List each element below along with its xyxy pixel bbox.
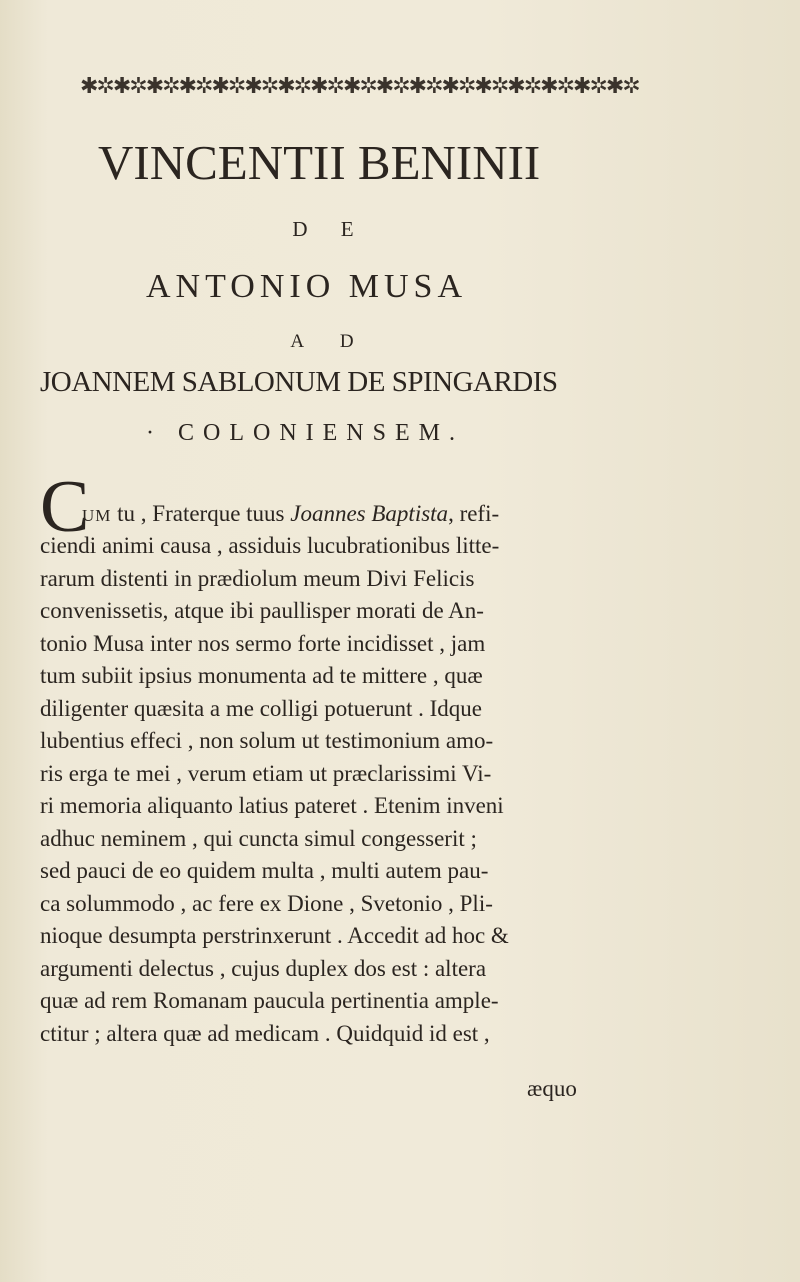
text-line: ca solummodo , ac fere ex Dione , Svetonio , Pli- — [40, 890, 493, 916]
ornament-band: ✱✲✱✲✱✲✱✲✱✲✱✲✱✲✱✲✱✲✱✲✱✲✱✲✱✲✱✲✱✲✱✲✱✲ — [80, 74, 639, 99]
drop-cap: C — [40, 466, 90, 548]
text-line: nioque desumpta perstrinxerunt . Accedit ad hoc & — [40, 923, 509, 948]
origin-title: · COLONIENSEM. — [146, 420, 464, 446]
text-line: argumenti delectus , cujus duplex dos est : altera — [40, 955, 487, 981]
recipient-title: JOANNEM SABLONUM DE SPINGARDIS — [40, 366, 558, 398]
text-line: tum subiit ipsius monumenta ad te mittere , quæ — [40, 663, 483, 688]
catchword: æquo — [527, 1076, 577, 1101]
title-ad: A D — [290, 331, 370, 352]
text-line: ri memoria aliquanto latius pateret . Etenim inveni — [40, 793, 504, 818]
title-de: D E — [292, 217, 368, 241]
text-line: tonio Musa inter nos sermo forte incidisset , jam — [40, 630, 486, 656]
author-title: VINCENTII BENINII — [98, 135, 541, 190]
first-italic-name: Joannes Baptista — [290, 501, 449, 526]
first-word-smallcaps: UM — [82, 506, 112, 525]
body-text — [40, 466, 610, 1050]
text-line: quæ ad rem Romanam paucula pertinentia ample- — [40, 988, 499, 1013]
first-text-b: , refi- — [448, 501, 500, 526]
text-line: rarum distenti in prædiolum meum Divi Felicis — [40, 565, 475, 591]
text-line: lubentius effeci , non solum ut testimonium amo- — [40, 728, 494, 753]
text-line: ris erga te mei , verum etiam ut præclarissimi Vi- — [40, 760, 492, 786]
first-text-a: tu , Fraterque tuus — [111, 501, 291, 526]
text-line: sed pauci de eo quidem multa , multi autem pau- — [40, 858, 489, 883]
text-line: diligenter quæsita a me colligi potuerunt . Idque — [40, 695, 483, 721]
text-line: ctitur ; altera quæ ad medicam . Quidquid id est , — [40, 1020, 490, 1046]
text-line: adhuc neminem , qui cuncta simul congesserit ; — [40, 825, 477, 851]
subject-title: ANTONIO MUSA — [146, 268, 467, 305]
text-line: convenissetis, atque ibi paullisper morati de An- — [40, 598, 484, 623]
text-line: ciendi animi causa , assiduis lucubrationibus litte- — [40, 533, 500, 558]
